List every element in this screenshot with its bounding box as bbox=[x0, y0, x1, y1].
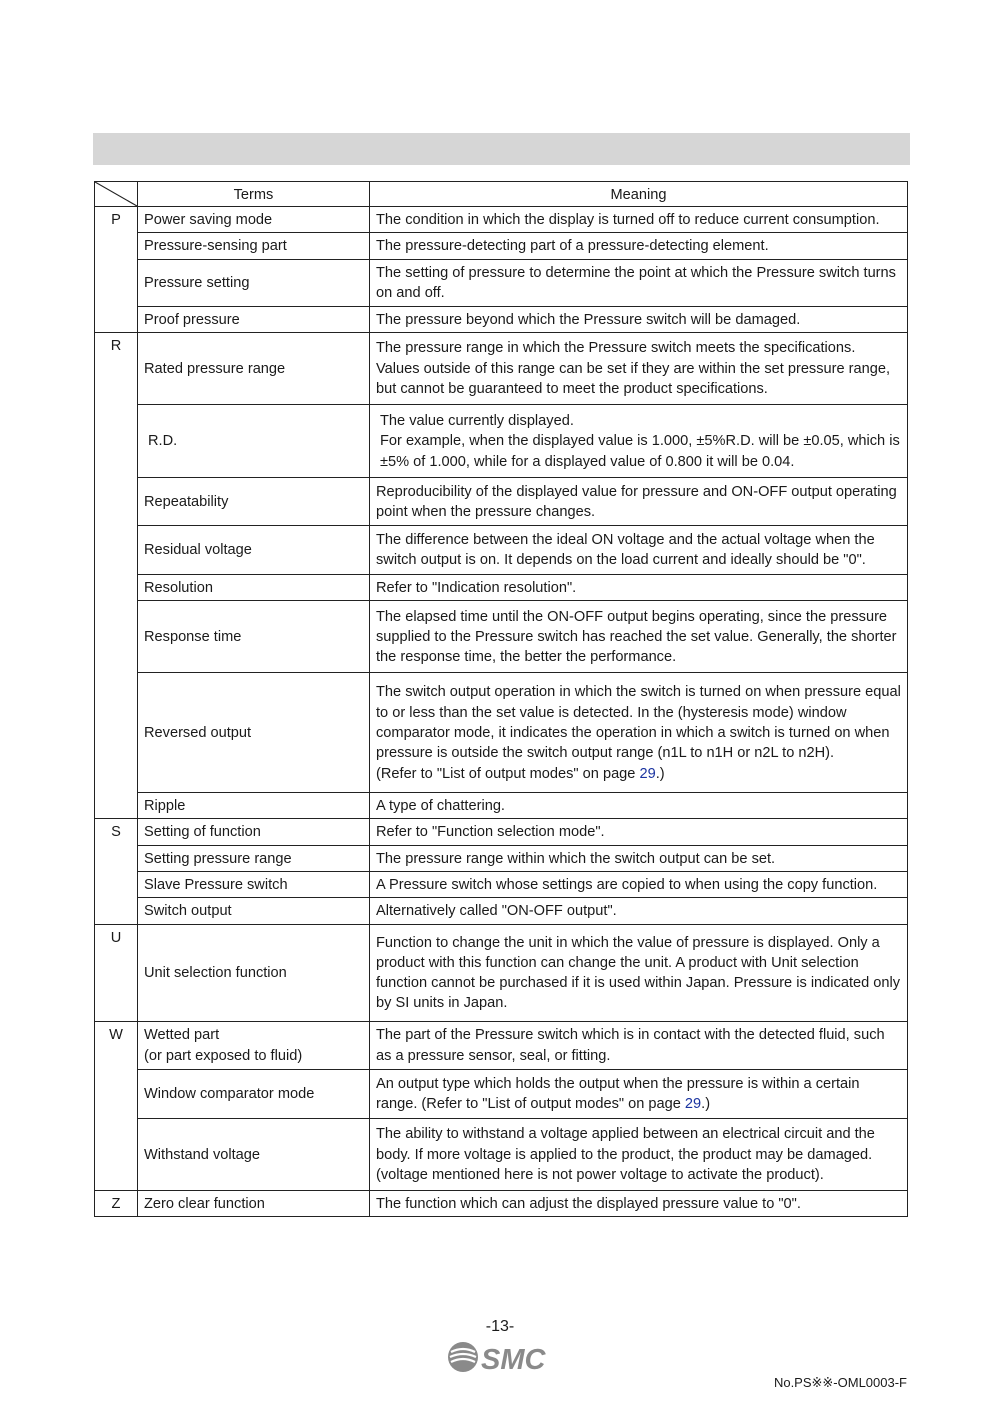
term-cell bbox=[138, 1021, 370, 1069]
section-header-band bbox=[93, 133, 910, 165]
meaning-cell bbox=[370, 306, 908, 332]
index-letter: R bbox=[95, 332, 138, 819]
meaning-text: For example, when the displayed value is 1.000, ±5%R.D. will be ±0.05, which is ±5% of 1.000, while for a displayed value of 0.800 it will be 0.04. bbox=[380, 433, 900, 470]
meaning-text: Function to change the unit in which the value of pressure is displayed. Only a product with this function can change the unit. A product with Unit selection function cannot be purchased if it is used within Japan. Pressure is indicated only by SI units in Japan. bbox=[376, 934, 901, 1012]
term-cell bbox=[138, 207, 370, 233]
meaning-cell bbox=[370, 924, 908, 1021]
meaning-text: The pressure beyond which the Pressure switch will be damaged. bbox=[376, 311, 801, 328]
meaning-cell bbox=[370, 872, 908, 898]
meaning-cell bbox=[370, 1190, 908, 1216]
term-text: Wetted part bbox=[144, 1027, 220, 1044]
glossary-table bbox=[94, 181, 908, 1217]
term-text: Resolution bbox=[144, 579, 213, 596]
index-letter: W bbox=[95, 1021, 138, 1190]
table-row bbox=[95, 898, 908, 924]
term-text: Unit selection function bbox=[144, 965, 287, 982]
meaning-text: The switch output operation in which the switch is turned on when pressure equal to or less than the set value is detected. In the (hysteresis mode) window comparator mode, it indicates the operation in which a switch is turned on when pressure is outside the switch output range (n1L to n1H or n2L to n2H). bbox=[376, 684, 901, 762]
meaning-cell bbox=[370, 477, 908, 525]
term-text: Residual voltage bbox=[144, 542, 252, 559]
document-number: No.PS※※-OML0003-F bbox=[773, 1375, 907, 1390]
meaning-text: The setting of pressure to determine the point at which the Pressure switch turns on and off. bbox=[376, 264, 896, 302]
index-letter: U bbox=[95, 924, 138, 1021]
meaning-cell bbox=[370, 233, 908, 259]
term-text: Setting pressure range bbox=[144, 850, 292, 867]
table-row bbox=[95, 404, 908, 477]
table-row bbox=[95, 306, 908, 332]
meaning-cell bbox=[370, 404, 908, 477]
term-cell bbox=[138, 601, 370, 673]
table-row bbox=[95, 819, 908, 845]
meaning-text: The function which can adjust the displayed pressure value to "0". bbox=[376, 1195, 801, 1212]
meaning-cell bbox=[370, 259, 908, 306]
term-cell bbox=[138, 306, 370, 332]
meaning-text: The pressure-detecting part of a pressure-detecting element. bbox=[376, 238, 769, 255]
meaning-cell bbox=[370, 1118, 908, 1190]
table-row bbox=[95, 525, 908, 574]
index-letter: Z bbox=[95, 1190, 138, 1216]
meaning-text: A type of chattering. bbox=[376, 798, 505, 815]
table-row bbox=[95, 1118, 908, 1190]
meaning-text: The elapsed time until the ON-OFF output begins operating, since the pressure supplied to the Pressure switch has reached the set value. Generally, the shorter the response time, the better the performance. bbox=[376, 608, 897, 666]
term-cell bbox=[138, 1118, 370, 1190]
table-row bbox=[95, 673, 908, 793]
table-row bbox=[95, 259, 908, 306]
header-meaning: Meaning bbox=[370, 182, 908, 207]
table-header-row bbox=[95, 182, 908, 207]
term-text: R.D. bbox=[148, 433, 178, 450]
term-cell bbox=[138, 673, 370, 793]
term-text: Zero clear function bbox=[144, 1195, 265, 1212]
term-text: Repeatability bbox=[144, 493, 229, 510]
term-text: Setting of function bbox=[144, 824, 261, 841]
term-cell bbox=[138, 924, 370, 1021]
table-row bbox=[95, 477, 908, 525]
term-text-line2: (or part exposed to fluid) bbox=[144, 1047, 303, 1064]
meaning-text: .) bbox=[701, 1096, 711, 1113]
table-row bbox=[95, 1190, 908, 1216]
meaning-text: An output type which holds the output when the pressure is within a certain range. (Refer to "List of output modes" on page bbox=[376, 1075, 860, 1113]
table-row bbox=[95, 233, 908, 259]
term-cell bbox=[138, 898, 370, 924]
header-terms: Terms bbox=[138, 182, 370, 207]
meaning-cell bbox=[370, 898, 908, 924]
table-row bbox=[95, 924, 908, 1021]
term-cell bbox=[138, 793, 370, 819]
term-cell bbox=[138, 872, 370, 898]
table-row bbox=[95, 574, 908, 600]
meaning-text: The difference between the ideal ON voltage and the actual voltage when the switch output is on. It depends on the load current and ideally should be "0". bbox=[376, 532, 875, 569]
index-letter: P bbox=[95, 207, 138, 333]
meaning-cell bbox=[370, 793, 908, 819]
meaning-cell bbox=[370, 819, 908, 845]
meaning-text: The value currently displayed. bbox=[380, 412, 574, 429]
term-text: Reversed output bbox=[144, 725, 252, 742]
meaning-cell bbox=[370, 601, 908, 673]
index-letter: S bbox=[95, 819, 138, 924]
page-link[interactable]: 29 bbox=[639, 765, 656, 782]
term-text: Proof pressure bbox=[144, 311, 240, 328]
table-row bbox=[95, 601, 908, 673]
term-text: Rated pressure range bbox=[144, 360, 286, 377]
table-row bbox=[95, 332, 908, 404]
term-cell bbox=[138, 332, 370, 404]
meaning-cell bbox=[370, 845, 908, 871]
corner-diagonal-cell bbox=[95, 182, 138, 207]
term-text: Ripple bbox=[144, 798, 186, 815]
term-text: Window comparator mode bbox=[144, 1086, 315, 1103]
term-cell bbox=[138, 1190, 370, 1216]
meaning-text: The ability to withstand a voltage applied between an electrical circuit and the body. If more voltage is applied to the product, the product may be damaged. (voltage mentioned here is not power voltage to activate the product). bbox=[376, 1126, 875, 1183]
term-cell bbox=[138, 1069, 370, 1118]
term-cell bbox=[138, 259, 370, 306]
table-row bbox=[95, 872, 908, 898]
table-row bbox=[95, 845, 908, 871]
page-link[interactable]: 29 bbox=[684, 1096, 702, 1113]
term-text: Switch output bbox=[144, 903, 232, 920]
meaning-cell bbox=[370, 574, 908, 600]
term-cell bbox=[138, 477, 370, 525]
meaning-text: The condition in which the display is turned off to reduce current consumption. bbox=[376, 212, 880, 228]
meaning-text: .) bbox=[655, 765, 665, 782]
table-row bbox=[95, 1069, 908, 1118]
term-cell bbox=[138, 233, 370, 259]
term-cell bbox=[138, 845, 370, 871]
term-text: Slave Pressure switch bbox=[144, 877, 288, 894]
svg-text:SMC: SMC bbox=[481, 1344, 546, 1374]
term-cell bbox=[138, 819, 370, 845]
meaning-text: Refer to "Function selection mode". bbox=[376, 824, 605, 841]
term-text: Pressure-sensing part bbox=[144, 238, 287, 255]
term-cell bbox=[138, 404, 370, 477]
meaning-cell bbox=[370, 673, 908, 793]
table-row bbox=[95, 1021, 908, 1069]
term-text: Withstand voltage bbox=[144, 1146, 261, 1163]
smc-logo bbox=[446, 1340, 558, 1374]
meaning-text: Refer to "Indication resolution". bbox=[376, 579, 577, 596]
table-row bbox=[95, 793, 908, 819]
term-text: Pressure setting bbox=[144, 274, 250, 291]
meaning-cell bbox=[370, 525, 908, 574]
term-text: Response time bbox=[144, 629, 242, 646]
meaning-text: (Refer to "List of output modes" on page bbox=[376, 765, 640, 782]
meaning-cell bbox=[370, 1069, 908, 1118]
term-text: Power saving mode bbox=[144, 212, 273, 228]
meaning-text: Alternatively called "ON-OFF output". bbox=[376, 903, 617, 920]
term-cell bbox=[138, 574, 370, 600]
meaning-cell bbox=[370, 332, 908, 404]
page-number: -13- bbox=[485, 1318, 515, 1335]
meaning-text: A Pressure switch whose settings are copied to when using the copy function. bbox=[376, 877, 878, 894]
meaning-text: The pressure range in which the Pressure switch meets the specifications. Values outside of this range can be set if they are within the set pressure range, but cannot be guaranteed to meet the product specifications. bbox=[376, 340, 891, 398]
table-row bbox=[95, 207, 908, 233]
term-cell bbox=[138, 525, 370, 574]
meaning-cell bbox=[370, 1021, 908, 1069]
meaning-text: The part of the Pressure switch which is in contact with the detected fluid, such as a pressure sensor, seal, or fitting. bbox=[376, 1027, 885, 1064]
meaning-cell bbox=[370, 207, 908, 233]
meaning-text: Reproducibility of the displayed value for pressure and ON-OFF output operating point when the pressure changes. bbox=[376, 483, 897, 520]
meaning-text: The pressure range within which the switch output can be set. bbox=[376, 850, 776, 867]
